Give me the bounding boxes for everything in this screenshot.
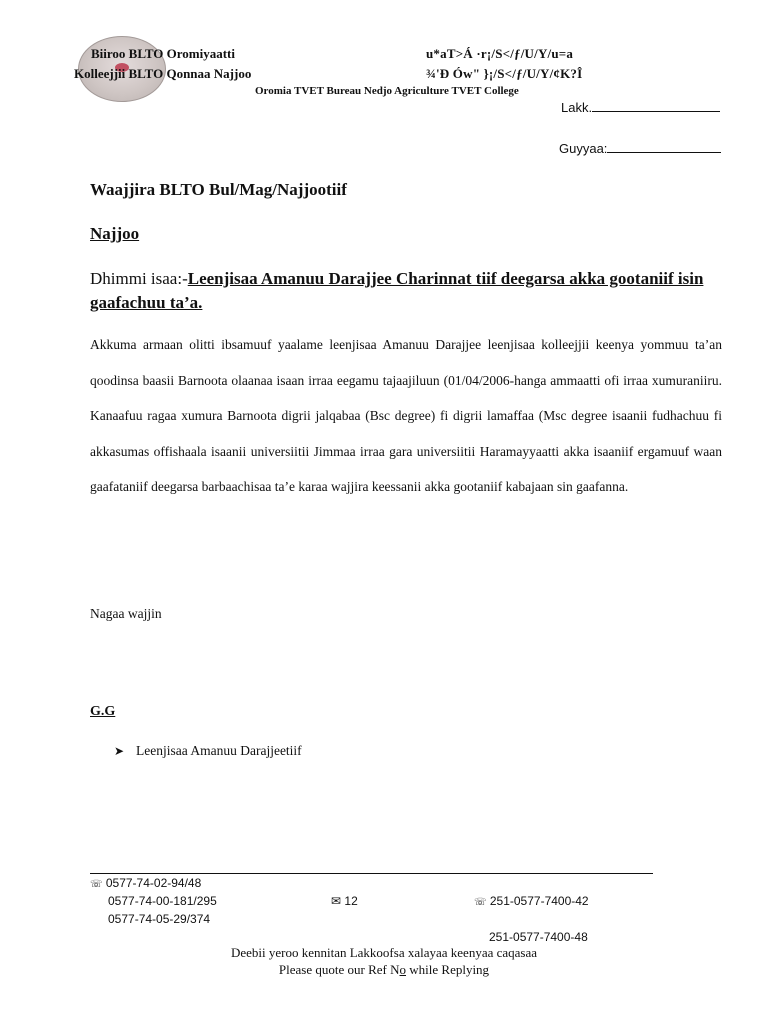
recipient-place: Najjoo	[90, 224, 140, 243]
phone-icon: ☏	[90, 879, 103, 890]
fax-line-1	[474, 894, 589, 908]
phone-number-2: 0577-74-00-181/295	[108, 894, 217, 908]
cc-heading: G.G	[90, 704, 116, 719]
subject-label: Dhimmi isaa:-	[90, 269, 188, 288]
phone-line-1	[90, 876, 201, 890]
reply-note-english	[0, 962, 768, 978]
fax-icon: ☏	[474, 897, 487, 908]
header-left-line2: Kolleejjii BLTO Qonnaa Najjoo	[74, 66, 252, 81]
header-left-line1: Biiroo BLTO Oromiyaatti	[91, 46, 235, 61]
pobox-number: 12	[344, 894, 358, 908]
subject-line	[90, 267, 715, 315]
reply-note-post: while Replying	[406, 962, 490, 977]
envelope-icon: ✉	[331, 894, 342, 908]
reply-note-pre: Please quote our Ref N	[278, 962, 400, 977]
reply-note-oromo: Deebii yeroo kennitan Lakkoofsa xalayaa keenyaa caqasaa	[230, 945, 538, 960]
reply-note-o: o	[399, 962, 407, 977]
subject-text: Leenjisaa Amanuu Darajjee Charinnat tiif deegarsa akka gootaniif isin gaafachuu ta’a.	[90, 269, 704, 312]
footer-divider	[90, 873, 653, 874]
reference-number-field	[561, 100, 720, 115]
phone-number-1: 0577-74-02-94/48	[105, 876, 202, 890]
date-field	[559, 141, 721, 156]
header-right-line1: u*aT>Á ·r¡/S</ƒ/U/Y/u=a	[426, 46, 574, 61]
recipient-office: Waajjira BLTO Bul/Mag/Najjootiif	[90, 180, 347, 199]
arrow-bullet-icon: ➤	[114, 744, 125, 758]
header-right-line2: ¾'Ð Ów" }¡/S</ƒ/U/Y/¢K?Î	[426, 66, 583, 81]
lakk-blank-line	[592, 100, 720, 112]
college-name-english: Oromia TVET Bureau Nedjo Agriculture TVET College	[255, 85, 519, 97]
phone-number-3: 0577-74-05-29/374	[108, 912, 211, 926]
fax-number-1: 251-0577-7400-42	[489, 894, 589, 908]
pobox-line	[331, 894, 358, 908]
closing-greeting: Nagaa wajjin	[90, 606, 162, 621]
lakk-label: Lakk.	[561, 100, 593, 115]
cc-item-text: Leenjisaa Amanuu Darajjeetiif	[136, 743, 302, 758]
fax-number-2: 251-0577-7400-48	[489, 930, 588, 944]
guyyaa-blank-line	[607, 141, 721, 153]
cc-list-item	[114, 743, 302, 759]
letter-body: Akkuma armaan olitti ibsamuuf yaalame leenjisaa Amanuu Darajjee leenjisaa kolleejjii keenya yommuu ta’an qoodinsa baasii Barnoota olaanaa isaan irraa eegamu tajaajiluun (01/04/2006-hanga ammaatti ofi irraa xumuraniiru. Kanaafuu ragaa xumura Barnoota digrii jalqabaa (Bsc degree) fi digrii lamaffaa (Msc degree isaanii fudhachuu fi akkasumas offishaala isaanii universiitii Jimmaa irraa gara universiitii Haramayyaatti akka isaaniif ergamuuf waan gaafataniif deegarsa barbaachisaa ta’e karaa wajjira keessanii akka gootaniif kabajaan sin gaafanna.	[90, 337, 722, 494]
guyyaa-label: Guyyaa:	[559, 141, 608, 156]
